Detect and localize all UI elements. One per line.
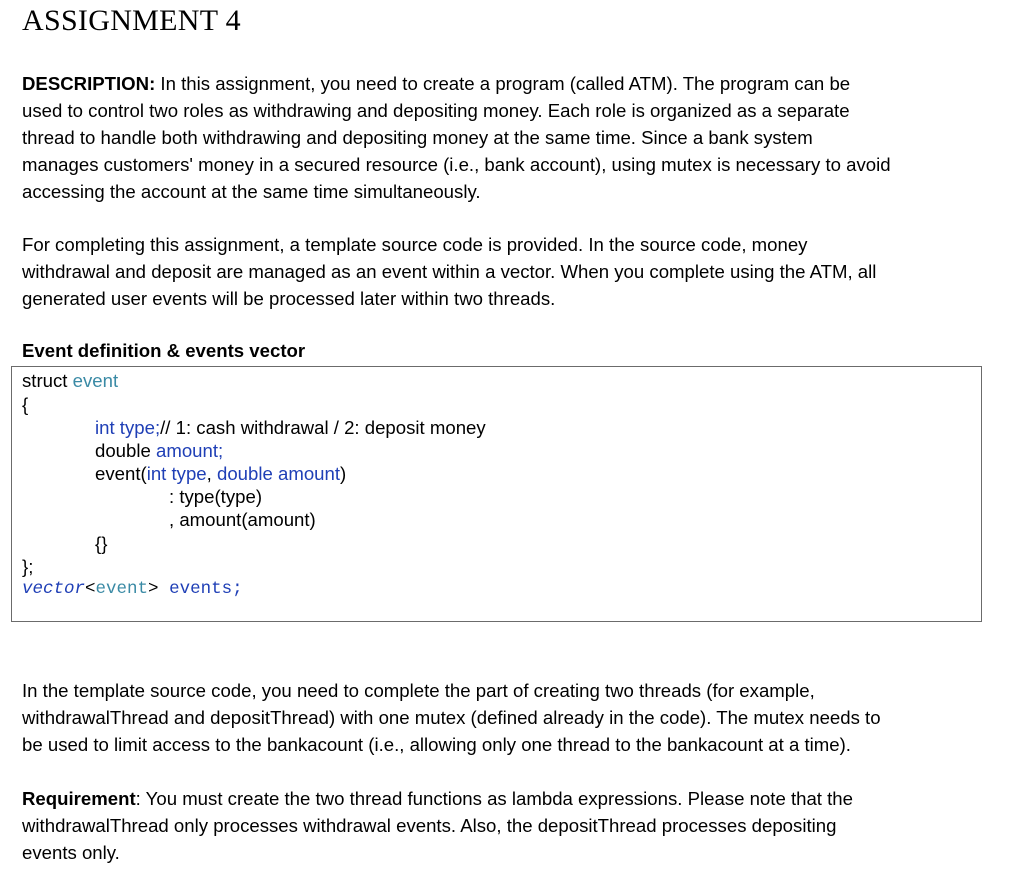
description-line: In this assignment, you need to create a program (called ATM). The program can be xyxy=(155,73,851,94)
description-label: DESCRIPTION: xyxy=(22,73,156,94)
code-line-open-brace: { xyxy=(22,394,29,415)
page-title: ASSIGNMENT 4 xyxy=(22,4,241,37)
code-line-constructor: event(int type, double amount) xyxy=(95,463,347,484)
code-line-vector: vector<event> events; xyxy=(22,579,243,599)
requirement-line: events only. xyxy=(22,842,120,863)
code-box xyxy=(11,366,982,622)
description-line: used to control two roles as withdrawing and depositing money. Each role is organized as a separate xyxy=(22,100,850,121)
requirement-line: withdrawalThread only processes withdrawal events. Also, the depositThread processes depositing xyxy=(22,815,837,836)
code-line-struct: struct event xyxy=(22,370,119,391)
code-line-body: {} xyxy=(95,533,108,554)
threads-paragraph xyxy=(22,677,1007,758)
requirement-paragraph xyxy=(22,785,1007,866)
event-section-heading: Event definition & events vector xyxy=(22,340,306,361)
requirement-line: : You must create the two thread functions as lambda expressions. Please note that the xyxy=(135,788,853,809)
template-line: For completing this assignment, a template source code is provided. In the source code, money xyxy=(22,234,808,255)
description-line: manages customers' money in a secured resource (i.e., bank account), using mutex is necessary to avoid xyxy=(22,154,891,175)
description-paragraph xyxy=(22,70,1007,205)
requirement-label: Requirement xyxy=(22,788,136,809)
description-line: accessing the account at the same time simultaneously. xyxy=(22,181,481,202)
template-paragraph xyxy=(22,231,1007,312)
threads-line: withdrawalThread and depositThread) with one mutex (defined already in the code). The mutex needs to xyxy=(22,707,881,728)
template-line: generated user events will be processed later within two threads. xyxy=(22,288,556,309)
code-line-amount: double amount; xyxy=(95,440,224,461)
threads-line: In the template source code, you need to complete the part of creating two threads (for example, xyxy=(22,680,815,701)
code-line-init-type: : type(type) xyxy=(169,486,263,507)
threads-line: be used to limit access to the bankacount (i.e., allowing only one thread to the bankacount at a time). xyxy=(22,734,851,755)
template-line: withdrawal and deposit are managed as an event within a vector. When you complete using the ATM, all xyxy=(22,261,877,282)
code-line-close-brace: }; xyxy=(22,556,34,577)
code-line-init-amount: , amount(amount) xyxy=(169,509,316,530)
description-line: thread to handle both withdrawing and depositing money at the same time. Since a bank system xyxy=(22,127,813,148)
code-line-type: int type;// 1: cash withdrawal / 2: deposit money xyxy=(95,417,486,438)
